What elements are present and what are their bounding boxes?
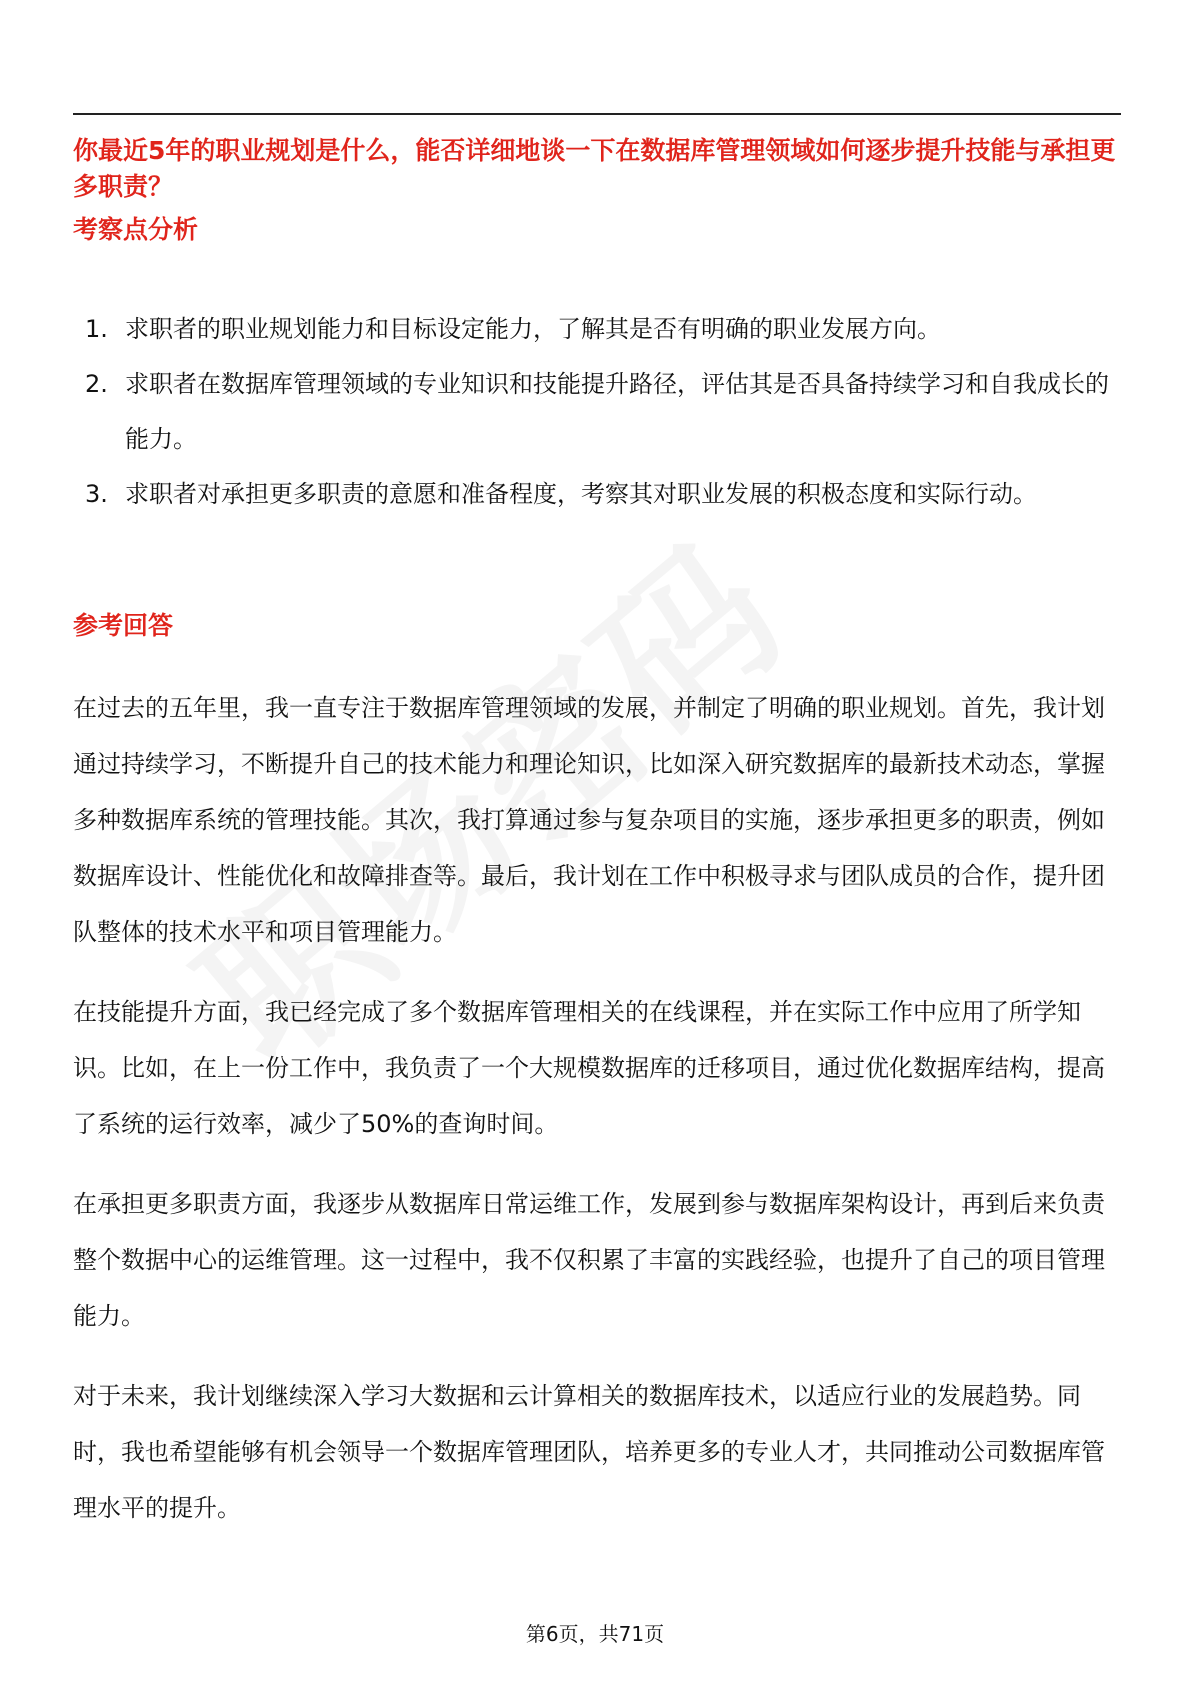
answer-paragraph: 在技能提升方面，我已经完成了多个数据库管理相关的在线课程，并在实际工作中应用了所学知识。比如，在上一份工作中，我负责了一个大规模数据库的迁移项目，通过优化数据库结构，提高了系统的运行效率，减少了50%的查询时间。 (73, 998, 1105, 1138)
list-item (73, 302, 1123, 357)
list-item-text: 求职者的职业规划能力和目标设定能力，了解其是否有明确的职业发展方向。 (125, 315, 941, 343)
list-item-number: 3. (85, 480, 108, 508)
list-item-number: 2. (85, 370, 108, 398)
question-heading: 你最近5年的职业规划是什么，能否详细地谈一下在数据库管理领域如何逐步提升技能与承担更多职责？ (73, 136, 1116, 201)
analysis-list (73, 302, 1123, 522)
list-item-number: 1. (85, 315, 108, 343)
answer-paragraph: 对于未来，我计划继续深入学习大数据和云计算相关的数据库技术，以适应行业的发展趋势。同时，我也希望能够有机会领导一个数据库管理团队，培养更多的专业人才，共同推动公司数据库管理水平的提升。 (73, 1382, 1105, 1522)
analysis-title: 考察点分析 (73, 215, 199, 244)
top-divider (73, 113, 1121, 115)
page-number: 第6页，共71页 (525, 1622, 665, 1646)
list-item-text: 求职者在数据库管理领域的专业知识和技能提升路径，评估其是否具备持续学习和自我成长的能力。 (125, 370, 1109, 453)
answer-paragraph: 在过去的五年里，我一直专注于数据库管理领域的发展，并制定了明确的职业规划。首先，我计划通过持续学习，不断提升自己的技术能力和理论知识，比如深入研究数据库的最新技术动态，掌握多种数据库系统的管理技能。其次，我打算通过参与复杂项目的实施，逐步承担更多的职责，例如数据库设计、性能优化和故障排查等。最后，我计划在工作中积极寻求与团队成员的合作，提升团队整体的技术水平和项目管理能力。 (73, 694, 1105, 946)
list-item-text: 求职者对承担更多职责的意愿和准备程度，考察其对职业发展的积极态度和实际行动。 (125, 480, 1037, 508)
answer-title: 参考回答 (73, 611, 174, 640)
list-item (73, 357, 1123, 467)
answer-paragraph: 在承担更多职责方面，我逐步从数据库日常运维工作，发展到参与数据库架构设计，再到后来负责整个数据中心的运维管理。这一过程中，我不仅积累了丰富的实践经验，也提升了自己的项目管理能力。 (73, 1190, 1105, 1330)
list-item (73, 467, 1123, 522)
answer-body (73, 680, 1123, 1560)
